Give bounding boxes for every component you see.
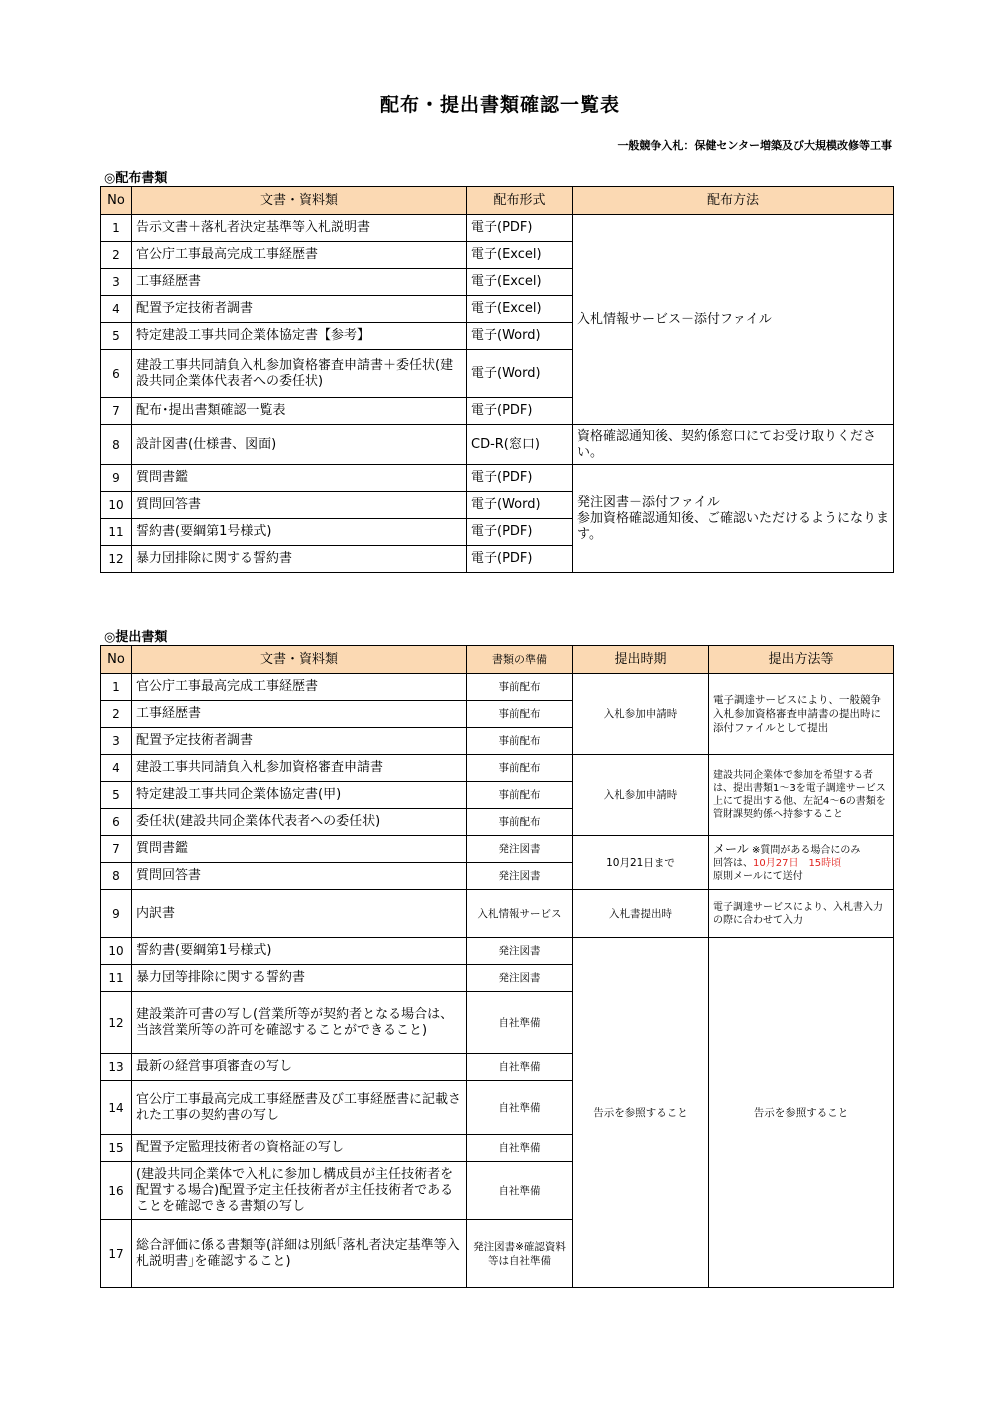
row-doc: 質問回答書 bbox=[132, 863, 467, 890]
row-doc: 建設工事共同請負入札参加資格審査申請書 bbox=[132, 755, 467, 782]
table-header-row bbox=[101, 187, 894, 215]
row-format: 電子(Word) bbox=[467, 323, 573, 350]
row-doc: 質問書鑑 bbox=[132, 465, 467, 492]
method-line bbox=[713, 857, 889, 870]
row-doc: 配置予定技術者調書 bbox=[132, 296, 467, 323]
table-row bbox=[101, 938, 894, 965]
header-doc: 文書・資料類 bbox=[132, 646, 467, 674]
row-no: 1 bbox=[101, 215, 132, 242]
row-doc: 質問書鑑 bbox=[132, 836, 467, 863]
row-format: 電子(PDF) bbox=[467, 519, 573, 546]
row-no: 7 bbox=[101, 398, 132, 425]
method-cell-5: 告示を参照すること bbox=[709, 938, 894, 1288]
row-no: 5 bbox=[101, 782, 132, 809]
row-no: 1 bbox=[101, 674, 132, 701]
header-timing: 提出時期 bbox=[573, 646, 709, 674]
header-no: No bbox=[101, 187, 132, 215]
method-cell-2: 資格確認通知後、契約係窓口にてお受け取りください。 bbox=[573, 425, 894, 465]
submission-table bbox=[100, 645, 894, 1288]
method-cell-3 bbox=[709, 836, 894, 890]
row-format: 電子(Excel) bbox=[467, 269, 573, 296]
row-doc: 暴力団排除に関する誓約書 bbox=[132, 546, 467, 573]
row-doc: 質問回答書 bbox=[132, 492, 467, 519]
row-format: 電子(PDF) bbox=[467, 215, 573, 242]
row-doc: (建設共同企業体で入札に参加し構成員が主任技術者を配置する場合)配置予定主任技術者が主任技術者であることを確認できる書類の写し bbox=[132, 1162, 467, 1220]
table-row bbox=[101, 890, 894, 938]
method-prefix: 回答は、 bbox=[713, 857, 753, 869]
row-doc: 官公庁工事最高完成工事経歴書 bbox=[132, 242, 467, 269]
row-doc: 配布･提出書類確認一覧表 bbox=[132, 398, 467, 425]
row-no: 8 bbox=[101, 425, 132, 465]
row-prep: 自社準備 bbox=[467, 1135, 573, 1162]
header-format: 配布形式 bbox=[467, 187, 573, 215]
row-doc: 工事経歴書 bbox=[132, 701, 467, 728]
row-prep: 事前配布 bbox=[467, 728, 573, 755]
timing-cell-1: 入札参加申請時 bbox=[573, 674, 709, 755]
distribution-section-label: ◎配布書類 bbox=[104, 171, 168, 186]
method-cell-3 bbox=[573, 465, 894, 573]
row-no: 13 bbox=[101, 1054, 132, 1081]
row-no: 9 bbox=[101, 890, 132, 938]
distribution-table bbox=[100, 186, 894, 573]
row-prep: 事前配布 bbox=[467, 755, 573, 782]
row-doc: 建設工事共同請負入札参加資格審査申請書＋委任状(建設共同企業体代表者への委任状) bbox=[132, 350, 467, 398]
header-doc: 文書・資料類 bbox=[132, 187, 467, 215]
row-prep: 入札情報サービス bbox=[467, 890, 573, 938]
row-doc: 誓約書(要綱第1号様式) bbox=[132, 519, 467, 546]
table-row bbox=[101, 465, 894, 492]
table-row bbox=[101, 425, 894, 465]
table-row bbox=[101, 674, 894, 701]
row-doc: 特定建設工事共同企業体協定書(甲) bbox=[132, 782, 467, 809]
row-no: 14 bbox=[101, 1081, 132, 1135]
method-line: 発注図書－添付ファイル bbox=[577, 494, 720, 510]
row-no: 17 bbox=[101, 1220, 132, 1288]
row-no: 3 bbox=[101, 269, 132, 296]
row-doc: 配置予定監理技術者の資格証の写し bbox=[132, 1135, 467, 1162]
row-prep: 発注図書※確認資料等は自社準備 bbox=[467, 1220, 573, 1288]
row-no: 3 bbox=[101, 728, 132, 755]
method-line: 原則メールにて送付 bbox=[713, 870, 803, 882]
row-doc: 暴力団等排除に関する誓約書 bbox=[132, 965, 467, 992]
row-no: 6 bbox=[101, 809, 132, 836]
row-prep: 発注図書 bbox=[467, 836, 573, 863]
row-no: 4 bbox=[101, 755, 132, 782]
row-no: 11 bbox=[101, 965, 132, 992]
row-no: 10 bbox=[101, 492, 132, 519]
row-prep: 事前配布 bbox=[467, 809, 573, 836]
row-format: 電子(Excel) bbox=[467, 296, 573, 323]
row-no: 16 bbox=[101, 1162, 132, 1220]
row-prep: 事前配布 bbox=[467, 701, 573, 728]
timing-cell-3: 10月21日まで bbox=[573, 836, 709, 890]
method-cell-1: 電子調達サービスにより、一般競争入札参加資格審査申請書の提出時に添付ファイルとして提出 bbox=[709, 674, 894, 755]
row-format: 電子(Word) bbox=[467, 492, 573, 519]
row-doc: 配置予定技術者調書 bbox=[132, 728, 467, 755]
row-format: CD-R(窓口) bbox=[467, 425, 573, 465]
method-line: 参加資格確認通知後、ご確認いただけるようになります。 bbox=[577, 510, 890, 542]
row-no: 6 bbox=[101, 350, 132, 398]
row-format: 電子(Word) bbox=[467, 350, 573, 398]
row-no: 11 bbox=[101, 519, 132, 546]
row-format: 電子(PDF) bbox=[467, 398, 573, 425]
method-line bbox=[713, 843, 889, 857]
row-prep: 事前配布 bbox=[467, 674, 573, 701]
method-main: メール bbox=[713, 841, 749, 856]
timing-cell-5: 告示を参照すること bbox=[573, 938, 709, 1288]
row-prep: 自社準備 bbox=[467, 1081, 573, 1135]
row-doc: 官公庁工事最高完成工事経歴書及び工事経歴書に記載された工事の契約書の写し bbox=[132, 1081, 467, 1135]
row-no: 5 bbox=[101, 323, 132, 350]
header-prep: 書類の準備 bbox=[467, 646, 573, 674]
row-no: 2 bbox=[101, 701, 132, 728]
row-prep: 発注図書 bbox=[467, 863, 573, 890]
row-no: 2 bbox=[101, 242, 132, 269]
row-no: 15 bbox=[101, 1135, 132, 1162]
submission-section-label: ◎提出書類 bbox=[104, 630, 168, 645]
deadline-highlight: 10月27日 15時頃 bbox=[753, 857, 842, 869]
table-row bbox=[101, 755, 894, 782]
row-doc: 官公庁工事最高完成工事経歴書 bbox=[132, 674, 467, 701]
method-note: ※質問がある場合にのみ bbox=[751, 844, 861, 856]
table-row bbox=[101, 215, 894, 242]
row-doc: 最新の経営事項審査の写し bbox=[132, 1054, 467, 1081]
row-prep: 発注図書 bbox=[467, 965, 573, 992]
method-cell-4: 電子調達サービスにより、入札書入力の際に合わせて入力 bbox=[709, 890, 894, 938]
row-no: 12 bbox=[101, 992, 132, 1054]
timing-cell-4: 入札書提出時 bbox=[573, 890, 709, 938]
table-row bbox=[101, 836, 894, 863]
page-title: 配布・提出書類確認一覧表 bbox=[379, 94, 620, 116]
method-cell-1: 入札情報サービス－添付ファイル bbox=[573, 215, 894, 425]
row-doc: 総合評価に係る書類等(詳細は別紙｢落札者決定基準等入札説明書｣を確認すること) bbox=[132, 1220, 467, 1288]
timing-cell-2: 入札参加申請時 bbox=[573, 755, 709, 836]
row-no: 8 bbox=[101, 863, 132, 890]
row-doc: 誓約書(要綱第1号様式) bbox=[132, 938, 467, 965]
header-method: 配布方法 bbox=[573, 187, 894, 215]
row-doc: 建設業許可書の写し(営業所等が契約者となる場合は、当該営業所等の許可を確認することができること) bbox=[132, 992, 467, 1054]
row-prep: 自社準備 bbox=[467, 992, 573, 1054]
row-doc: 委任状(建設共同企業体代表者への委任状) bbox=[132, 809, 467, 836]
row-doc: 特定建設工事共同企業体協定書【参考】 bbox=[132, 323, 467, 350]
row-doc: 設計図書(仕様書、図面) bbox=[132, 425, 467, 465]
row-doc: 内訳書 bbox=[132, 890, 467, 938]
header-method: 提出方法等 bbox=[709, 646, 894, 674]
header-no: No bbox=[101, 646, 132, 674]
row-format: 電子(PDF) bbox=[467, 546, 573, 573]
method-cell-2: 建設共同企業体で参加を希望する者は、提出書類1～3を電子調達サービス上にて提出する他、左記4～6の書類を管財課契約係へ持参すること bbox=[709, 755, 894, 836]
row-no: 10 bbox=[101, 938, 132, 965]
table-header-row bbox=[101, 646, 894, 674]
row-no: 4 bbox=[101, 296, 132, 323]
row-no: 9 bbox=[101, 465, 132, 492]
row-no: 12 bbox=[101, 546, 132, 573]
row-prep: 事前配布 bbox=[467, 782, 573, 809]
row-format: 電子(PDF) bbox=[467, 465, 573, 492]
row-prep: 自社準備 bbox=[467, 1162, 573, 1220]
row-doc: 告示文書＋落札者決定基準等入札説明書 bbox=[132, 215, 467, 242]
row-prep: 自社準備 bbox=[467, 1054, 573, 1081]
page-subtitle: 一般競争入札：保健センター増築及び大規模改修等工事 bbox=[617, 139, 892, 152]
row-format: 電子(Excel) bbox=[467, 242, 573, 269]
row-doc: 工事経歴書 bbox=[132, 269, 467, 296]
row-prep: 発注図書 bbox=[467, 938, 573, 965]
row-no: 7 bbox=[101, 836, 132, 863]
